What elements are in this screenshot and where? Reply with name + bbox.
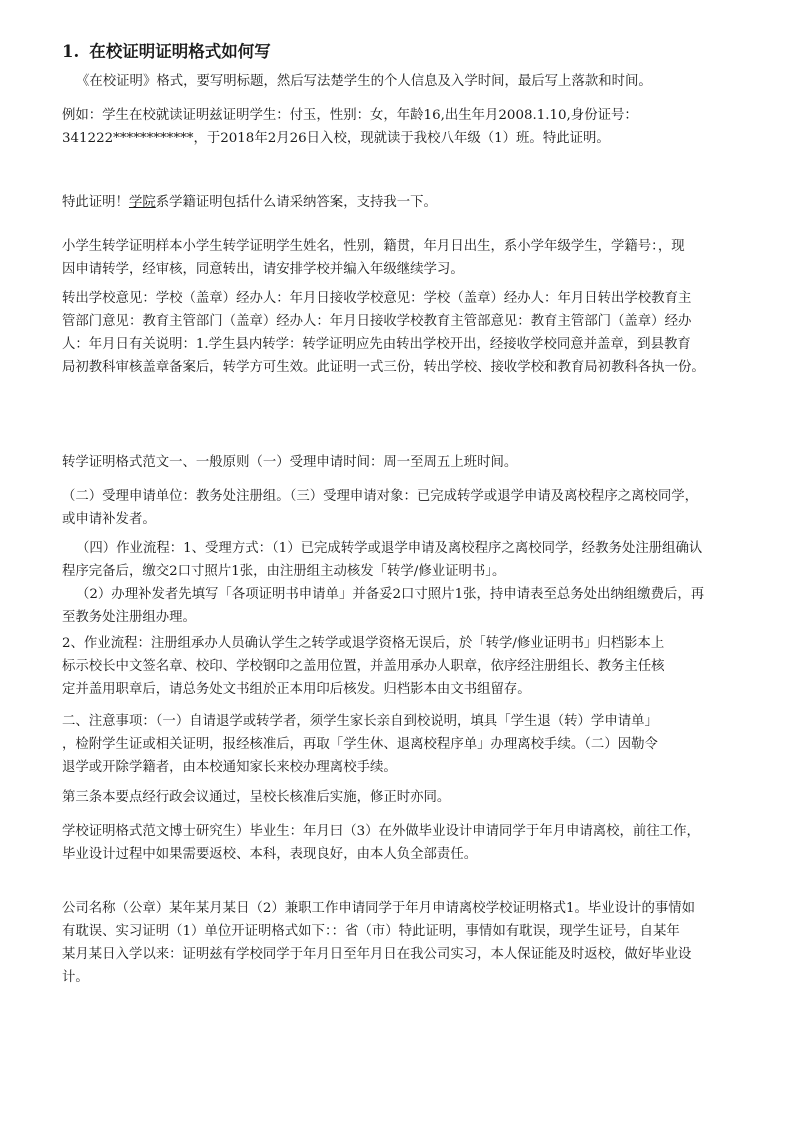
paragraph-line: 某月某日入学以来：证明兹有学校同学于年月日至年月日在我公司实习，本人保证能及时返校，做好毕业设 <box>62 947 692 962</box>
paragraph-example <box>62 104 752 150</box>
paragraph-school-certificate <box>62 820 752 866</box>
paragraph-article-three <box>62 786 752 809</box>
paragraph-line: 学校证明格式范文博士研究生）毕业生：年月曰（3）在外做毕业设计申请同学于年月申请离校，前往工作， <box>62 824 700 839</box>
paragraph-line: （四）作业流程：1、受理方式：（1）已完成转学或退学申请及离校程序之离校同学，经教务处注册组确认 <box>76 541 703 556</box>
paragraph-notes <box>62 710 752 779</box>
paragraph-general-principles <box>62 451 752 474</box>
paragraph-line: 二、注意事项：（一）自请退学或转学者，须学生家长亲自到校说明，填具「学生退（转）学申请单」 <box>62 714 658 729</box>
paragraph-line: 标示校长中文签名章、校印、学校钢印之盖用位置，并盖用承办人职章，依序经注册组长、教务主任核 <box>62 659 665 674</box>
paragraph-transfer-opinions <box>62 287 752 379</box>
paragraph-format-intro <box>62 70 752 93</box>
paragraph-line: ，检附学生证或相关证明，报经核准后，再取「学生休、退离校程序单」办理离校手续。（二）因勒令 <box>62 737 658 752</box>
paragraph-application-unit <box>62 485 752 531</box>
paragraph-workflow-two <box>62 632 752 701</box>
paragraph-line: 程序完备后，缴交2口寸照片1张，由注册组主动核发「转学/修业证明书」。 <box>62 564 506 579</box>
paragraph-line: 系学籍证明包括什么请采纳答案，支持我一下。 <box>155 195 437 210</box>
paragraph-line: 管部门意见：教育主管部门（盖章）经办人：年月日接收学校教育主管部意见：教育主管部门（盖章）经办 <box>62 314 692 329</box>
paragraph-line: 人：年月日有关说明：1.学生县内转学：转学证明应先由转出学校开出，经接收学校同意并盖章，到县教育 <box>62 337 691 352</box>
paragraph-line: 转出学校意见：学校（盖章）经办人：年月日接收学校意见：学校（盖章）经办人：年月日转出学校教育主 <box>62 291 692 306</box>
paragraph-line: 有耽误、实习证明（1）单位开证明格式如下：：省（市）特此证明，事情如有耽误，现学生证号，自某年 <box>62 924 680 939</box>
paragraph-line: 局初教科审核盖章备案后，转学方可生效。此证明一式三份，转出学校、接收学校和教育局初教科各执一份。 <box>62 360 705 375</box>
paragraph-line: 退学或开除学籍者，由本校通知家长来校办理离校手续。 <box>62 760 397 775</box>
paragraph-line: 计。 <box>62 970 89 985</box>
paragraph-line: 毕业设计过程中如果需要返校、本科，表现良好，由本人负全部责任。 <box>62 847 478 862</box>
paragraph-line: 第三条本要点经行政会议通过，呈校长核准后实施，修正时亦同。 <box>62 790 451 805</box>
paragraph-line: 特此证明！ <box>62 195 129 210</box>
paragraph-line: 转学证明格式范文一、一般原则（一）受理申请时间：周一至周五上班时间。 <box>62 455 518 470</box>
title-text: 在校证明证明格式如何写 <box>89 42 271 61</box>
paragraph-line: 《在校证明》格式，要写明标题，然后写法楚学生的个人信息及入学时间，最后写上落款和时间。 <box>76 74 652 89</box>
paragraph-workflow-one <box>62 537 752 629</box>
paragraph-line: （二）受理申请单位：教务处注册组。（三）受理申请对象：已完成转学或退学申请及离校程序之离校同学， <box>62 489 699 504</box>
title-number: 1. <box>62 42 80 61</box>
page-title <box>62 40 752 64</box>
paragraph-transfer-sample <box>62 235 752 281</box>
paragraph-line: 因申请转学，经审核，同意转出，请安排学校并编入年级继续学习。 <box>62 262 464 277</box>
paragraph-line: 定并盖用职章后，请总务处文书组於正本用印后核发。归档影本由文书组留存。 <box>62 682 531 697</box>
college-link[interactable]: 学院 <box>128 195 156 210</box>
paragraph-line: 例如：学生在校就读证明兹证明学生：付玉，性别：女，年龄16,出生年月2008.1.10,身份证号： <box>62 108 638 123</box>
paragraph-line: 341222************，于2018年2月26日入校，现就读于我校八年级（1）班。特此证明。 <box>62 131 610 146</box>
paragraph-certify <box>62 191 752 214</box>
paragraph-line: 或申请补发者。 <box>62 512 156 527</box>
paragraph-line: 公司名称（公章）某年某月某日（2）兼职工作申请同学于年月申请离校学校证明格式1。毕业设计的事情如 <box>62 901 696 916</box>
paragraph-company-certificate <box>62 897 752 989</box>
paragraph-line: 至教务处注册组办理。 <box>62 610 196 625</box>
paragraph-line: （2）办理补发者先填写「各项证明书申请单」并备妥2口寸照片1张，持申请表至总务处出纳组缴费后，再 <box>76 587 705 602</box>
paragraph-line: 2、作业流程：注册组承办人员确认学生之转学或退学资格无误后，於「转学/修业证明书」归档影本上 <box>62 636 665 651</box>
paragraph-line: 小学生转学证明样本小学生转学证明学生姓名，性别，籍贯，年月日出生，系小学年级学生，学籍号：，现 <box>62 239 685 254</box>
